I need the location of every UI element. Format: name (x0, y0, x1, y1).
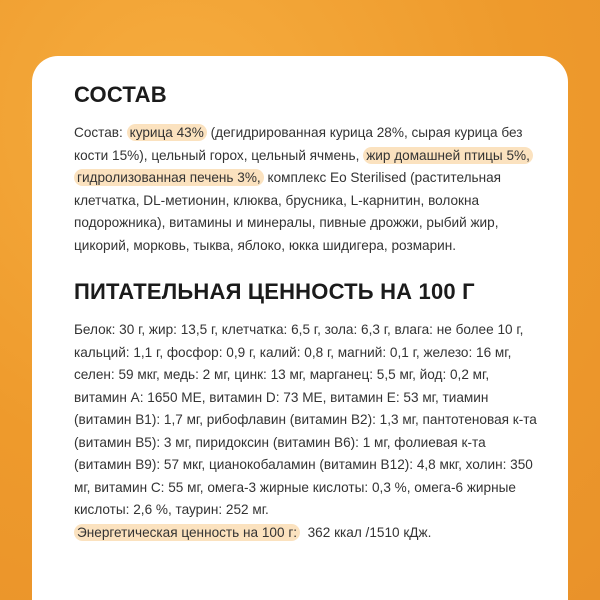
composition-text (74, 122, 544, 257)
composition-text-part-1: (дегидрированная курица 28%, сырая курица без кости 15%), цельный горох, цельный ячмень, (74, 125, 523, 163)
nutrition-title: ПИТАТЕЛЬНАЯ ЦЕННОСТЬ НА 100 Г (74, 279, 475, 304)
composition-title: СОСТАВ (74, 82, 167, 107)
composition-label: Состав: (74, 125, 123, 140)
highlight-fat-liver: жир домашней птицы 5%, гидролизованная печень 3%, (74, 147, 533, 187)
composition-text-part-2: комплекс Eo Sterilised (растительная клетчатка, DL-метионин, клюква, брусника, L-карнитин, волокна подорожника), витамины и минералы, пивные дрожжи, рыбий жир, цикорий, морковь, тыква, яблоко, юкка шидигера, розмарин. (74, 170, 502, 253)
energy-line (74, 522, 544, 545)
energy-label: Энергетическая ценность на 100 г: (74, 524, 300, 541)
nutrition-text: Белок: 30 г, жир: 13,5 г, клетчатка: 6,5 г, зола: 6,3 г, влага: не более 10 г, кальций: 1,1 г, фосфор: 0,9 г, калий: 0,8 г, магний: 0,1 г, железо: 16 мг, селен: 59 мкг, медь: 2 мг, цинк: 13 мг, марганец: 5,5 мг, йод: 0,2 мг, витамин А: 1650 МЕ, витамин D: 73 МЕ, витамин Е: 53 мг, тиамин (витамин В1): 1,7 мг, рибофлавин (витамин В2): 1,3 мг, пантотеновая к-та (витамин В5): 3 мг, пиридоксин (витамин В6): 1 мг, фолиевая к-та (витамин В9): 57 мкг, цианокобаламин (витамин В12): 4,8 мкг, холин: 350 мг, витамин С: 55 мг, омега-3 жирные кислоты: 0,3 %, омега-6 жирные кислоты: 2,6 %, таурин: 252 мг. (74, 322, 537, 517)
highlight-chicken: курица 43% (127, 124, 207, 141)
energy-value: 362 ккал /1510 кДж. (307, 524, 432, 540)
info-card (32, 56, 568, 600)
